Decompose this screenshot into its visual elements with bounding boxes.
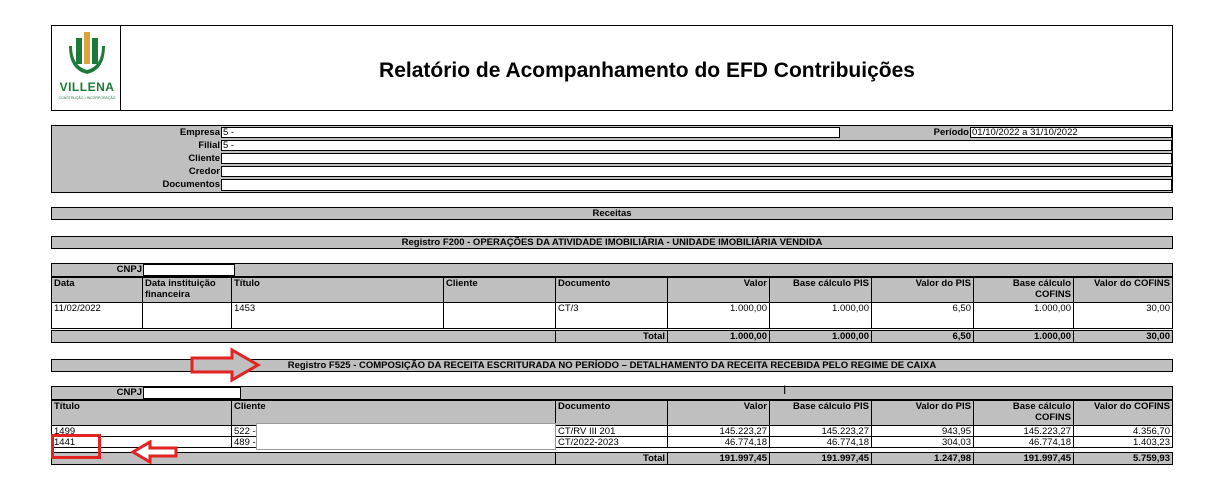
logo-name: VILLENA [59,80,115,94]
f200-cnpj-label: CNPJ [116,264,142,275]
f525-header-valor-pis: Valor do PIS [871,400,974,426]
cliente-label: Cliente [188,153,220,164]
f525-total-base-pis: 191.997,45 [769,452,872,465]
f525-row-cliente: 522 - [231,425,556,437]
periodo-label: Período [933,127,969,138]
f200-row-titulo: 1453 [231,302,444,329]
empresa-field: 5 - [221,127,840,138]
f525-row-valor-pis: 943,95 [871,425,974,437]
f200-total-valor-cofins: 30,00 [1073,330,1173,343]
f525-cnpj-label: CNPJ [116,387,142,398]
f200-header-cliente: Cliente [443,277,556,303]
f200-header-valor-pis: Valor do PIS [871,277,974,303]
report-header [51,25,1173,111]
redacted-client-name [256,423,556,450]
f525-row-valor-cofins: 4.356,70 [1073,425,1173,437]
f525-row-titulo: 1499 [51,425,232,437]
f525-cnpj-field [143,387,241,399]
annotation-arrow-right-icon [190,347,262,383]
f525-header-documento: Documento [555,400,668,426]
receitas-section-title: Receitas [51,207,1173,220]
f200-section-title: Registro F200 - OPERAÇÕES DA ATIVIDADE IMOBILIÁRIA - UNIDADE IMOBILIÁRIA VENDIDA [51,236,1173,249]
f200-row-valor-cofins: 30,00 [1073,302,1173,329]
f525-total-label: Total [555,452,668,465]
annotation-highlight-box [51,434,101,459]
f525-total-base-cofins: 191.997,45 [973,452,1074,465]
f525-section-title: Registro F525 - COMPOSIÇÃO DA RECEITA ESCRITURADA NO PERÍODO – DETALHAMENTO DA RECEITA RECEBIDA PELO REGIME DE CAIXA [51,359,1173,372]
f525-row-documento: CT/2022-2023 [555,436,668,448]
filial-label: Filial [198,140,220,151]
f525-row-valor-pis: 304,03 [871,436,974,448]
documentos-field [221,179,1172,191]
f525-row-base-cofins: 145.223,27 [973,425,1074,437]
f200-header-valor-cofins: Valor do COFINS [1073,277,1173,303]
f525-row-base-pis: 145.223,27 [769,425,872,437]
f200-row-valor: 1.000,00 [667,302,770,329]
f200-row-base-pis: 1.000,00 [769,302,872,329]
f200-row-data-inst [142,302,232,329]
f200-header-titulo: Título [231,277,444,303]
f200-row-valor-pis: 6,50 [871,302,974,329]
periodo-field: 01/10/2022 a 31/10/2022 [970,127,1172,138]
credor-label: Credor [188,166,220,177]
f200-header-base-cofins: Base cálculo COFINS [973,277,1074,303]
text-cursor-icon: I [783,383,787,397]
f200-header-base-pis: Base cálculo PIS [769,277,872,303]
credor-field [221,166,1172,177]
f200-total-valor-pis: 6,50 [871,330,974,343]
f525-row-cliente: 489 - [231,436,556,448]
f525-row-titulo: 1441 [51,436,232,448]
f200-header-data: Data [51,277,143,303]
f200-total-valor: 1.000,00 [667,330,770,343]
f525-header-base-cofins: Base cálculo COFINS [973,400,1074,426]
f525-total-valor: 191.997,45 [667,452,770,465]
f200-row-cliente [443,302,556,329]
f200-row-data: 11/02/2022 [51,302,143,329]
f200-cnpj-field [143,264,235,276]
f525-row-documento: CT/RV III 201 [555,425,668,437]
f525-header-cliente: Cliente [231,400,556,426]
f525-row-valor: 145.223,27 [667,425,770,437]
annotation-arrow-left-icon [130,440,178,464]
f200-total-base-pis: 1.000,00 [769,330,872,343]
f525-total-valor-pis: 1.247,98 [871,452,974,465]
f200-header-data-inst: Data instituição financeira [142,277,232,303]
f200-row-base-cofins: 1.000,00 [973,302,1074,329]
f200-header-valor: Valor [667,277,770,303]
company-logo [52,26,121,110]
f200-total-label: Total [555,330,668,343]
f525-header-valor: Valor [667,400,770,426]
documentos-label: Documentos [162,179,220,190]
f525-row-base-pis: 46.774,18 [769,436,872,448]
f200-total-base-cofins: 1.000,00 [973,330,1074,343]
f525-header-base-pis: Base cálculo PIS [769,400,872,426]
cliente-field [221,153,1172,164]
f525-header-valor-cofins: Valor do COFINS [1073,400,1173,426]
f525-header-titulo: Título [51,400,232,426]
filial-field: 5 - [221,140,1172,151]
f200-header-documento: Documento [555,277,668,303]
f525-row-base-cofins: 46.774,18 [973,436,1074,448]
report-title: Relatório de Acompanhamento do EFD Contribuições [379,59,915,82]
f525-row-valor: 46.774,18 [667,436,770,448]
f525-total-valor-cofins: 5.759,93 [1073,452,1173,465]
logo-subtitle: CONSTRUÇÃO • INCORPORAÇÃO [58,96,116,100]
f200-row-documento: CT/3 [555,302,668,329]
empresa-label: Empresa [179,127,220,138]
f525-row-valor-cofins: 1.403,23 [1073,436,1173,448]
